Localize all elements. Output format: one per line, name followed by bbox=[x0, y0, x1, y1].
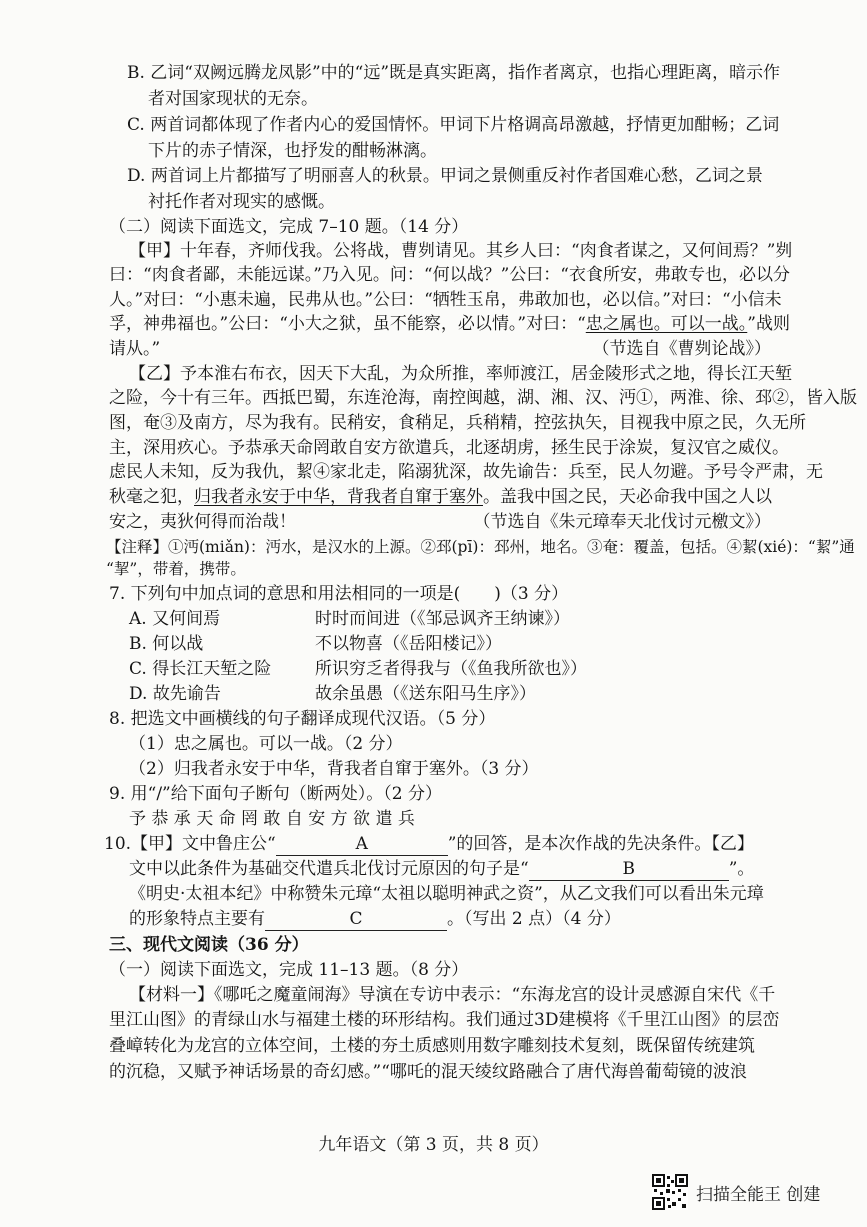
material-1-line3: 叠嶂转化为龙宫的立体空间，土楼的夯土质感则用数字雕刻技术复刻，既保留传统建筑 bbox=[109, 1036, 755, 1056]
q7-option-d: D. 故先谕告 bbox=[129, 684, 221, 704]
passage-yi-line6 bbox=[109, 486, 772, 508]
option-d-line2: 衬托作者对现实的感慨。 bbox=[148, 192, 335, 212]
qr-code-icon bbox=[652, 1174, 688, 1210]
passage-yi-line7: 安之，夷狄何得而治哉！ bbox=[109, 512, 296, 532]
passage-yi-line4: 主，深用疚心。予恭承天命罔敢自安方欲遣兵，北逐胡虏，拯生民于涂炭，复汉官之威仪。 bbox=[109, 438, 789, 458]
q7-option-a-compare: 时时而间进（《邹忌讽齐王纳谏》） bbox=[315, 609, 570, 629]
q10-blank-b[interactable]: B bbox=[529, 858, 729, 881]
yi-underlined-sentence: 归我者永安于中华，背我者自窜于塞外 bbox=[194, 487, 483, 507]
option-d-line1: D. 两首词上片都描写了明丽喜人的秋景。甲词之景侧重反衬作者国难心愁，乙词之景 bbox=[127, 166, 763, 186]
q10-blank-a[interactable]: A bbox=[276, 833, 448, 856]
passage-yi-source: （节选自《朱元璋奉天北伐讨元檄文》） bbox=[473, 512, 771, 532]
q7-option-d-compare: 故余虽愚（《送东阳马生序》） bbox=[315, 684, 536, 704]
q7-option-c: C. 得长江天堑之险 bbox=[129, 659, 272, 679]
q7-option-a: A. 又何间焉 bbox=[129, 609, 221, 629]
question-7-stem: 7. 下列句中加点词的意思和用法相同的一项是( )（3 分） bbox=[109, 584, 569, 604]
scanner-watermark bbox=[652, 1172, 857, 1212]
option-b-line2: 者对国家现状的无奈。 bbox=[148, 89, 318, 109]
q10-text-2a: 文中以此条件为基础交代遣兵北伐讨元原因的句子是“ bbox=[129, 859, 529, 879]
option-b-line1: B. 乙词“双阙远腾龙凤影”中的“远”既是真实距离，指作者离京，也指心理距离，暗示作 bbox=[127, 63, 781, 83]
q8-sentence-1: （1）忠之属也。可以一战。（2 分） bbox=[129, 734, 403, 754]
passage-jia-line2: 曰：“肉食者鄙，未能远谋。”乃入见。问：“何以战？”公曰：“衣食所安，弗敢专也，必以分 bbox=[109, 265, 790, 285]
q9-sentence: 予 恭 承 天 命 罔 敢 自 安 方 欲 遣 兵 bbox=[129, 809, 415, 829]
q10-blank-c[interactable]: C bbox=[265, 908, 447, 931]
notes-line2: “挈”，带着，携带。 bbox=[106, 560, 246, 578]
passage-jia-line5: 请从。” bbox=[109, 339, 161, 359]
question-9-stem: 9. 用“/”给下面句子断句（断两处）。（2 分） bbox=[109, 784, 442, 804]
material-1-line2: 里江山图》的青绿山水与福建土楼的环形结构。我们通过3D建模将《千里江山图》的层峦 bbox=[109, 1010, 780, 1030]
q7-option-c-compare: 所识穷乏者得我与（《鱼我所欲也》） bbox=[315, 659, 587, 679]
scanner-label: 扫描全能王 创建 bbox=[696, 1184, 821, 1205]
q7-option-b: B. 何以战 bbox=[129, 634, 204, 654]
jia-underlined-sentence: 忠之属也。可以一战。 bbox=[585, 314, 748, 334]
notes-line1: 【注释】①沔(miǎn)：沔水，是汉水的上源。②邳(pī)：邳州，地名。③奄：覆盖，包括。④絜(xié)：“絜”通 bbox=[106, 538, 855, 556]
jia-line4-text-b: ”战则 bbox=[747, 314, 790, 334]
subsection-1-heading: （一）阅读下面选文，完成 11–13 题。（8 分） bbox=[109, 960, 469, 980]
material-1-line1: 【材料一】《哪吒之魔童闹海》导演在专访中表示：“东海龙宫的设计灵感源自宋代《千 bbox=[129, 985, 776, 1005]
passage-yi-line1: 【乙】予本淮右布衣，因天下大乱，为众所推，率师渡江，居金陵形式之地，得长江天堑 bbox=[129, 364, 792, 384]
jia-line4-text-a: 孚，神弗福也。”公曰：“小大之狱，虽不能察，必以情。”对曰：“ bbox=[109, 314, 586, 334]
q10-text-1a: 10.【甲】文中鲁庄公“ bbox=[104, 834, 276, 854]
option-c-line1: C. 两首词都体现了作者内心的爱国情怀。甲词下片格调高昂激越，抒情更加酣畅；乙词 bbox=[127, 115, 780, 135]
q10-text-2b: ”。 bbox=[728, 859, 755, 879]
question-10-line1 bbox=[104, 833, 754, 856]
material-1-line4: 的沉稳，又赋予神话场景的奇幻感。”“哪吒的混天绫纹路融合了唐代海兽葡萄镜的波浪 bbox=[109, 1062, 747, 1082]
passage-jia-line1: 【甲】十年春，齐师伐我。公将战，曹刿请见。其乡人曰：“肉食者谋之，又何间焉？”刿 bbox=[129, 241, 793, 261]
q7-option-b-compare: 不以物喜（《岳阳楼记》） bbox=[315, 634, 502, 654]
question-8-stem: 8. 把选文中画横线的句子翻译成现代汉语。（5 分） bbox=[109, 709, 496, 729]
q10-text-4a: 的形象特点主要有 bbox=[129, 909, 265, 929]
passage-jia-line3: 人。”对曰：“小惠未遍，民弗从也。”公曰：“牺牲玉帛，弗敢加也，必以信。”对曰：“小信未 bbox=[109, 290, 782, 310]
page-footer: 九年语文（第 3 页，共 8 页） bbox=[318, 1135, 549, 1155]
passage-yi-line5: 虑民人未知，反为我仇，絜④家北走，陷溺犹深，故先谕告：兵至，民人勿避。予号令严肃，无 bbox=[109, 462, 823, 482]
section-3-heading: 三、现代文阅读（36 分） bbox=[109, 935, 309, 955]
passage-yi-line3: 图，奄③及南方，尽为我有。民稍安，食稍足，兵稍精，控弦执矢，目视我中原之民，久无所 bbox=[109, 413, 806, 433]
yi-line6-text-b: 。盖我中国之民，天必命我中国之人以 bbox=[483, 487, 772, 507]
q8-sentence-2: （2）归我者永安于中华，背我者自窜于塞外。（3 分） bbox=[129, 759, 539, 779]
q10-text-1b: ”的回答，是本次作战的先决条件。【乙】 bbox=[447, 834, 754, 854]
section-2-heading: （二）阅读下面选文，完成 7–10 题。（14 分） bbox=[109, 217, 469, 237]
q10-text-4b: 。（写出 2 点）（4 分） bbox=[447, 909, 621, 929]
passage-yi-line2: 之险，今十有三年。西抵巴蜀，东连沧海，南控闽越，湖、湘、汉、沔①，两淮、徐、邳②，皆入版 bbox=[109, 388, 857, 408]
passage-jia-line4 bbox=[109, 313, 790, 335]
passage-jia-source: （节选自《曹刿论战》） bbox=[592, 339, 771, 359]
question-10-line2 bbox=[129, 858, 754, 881]
option-c-line2: 下片的赤子情深，也抒发的酣畅淋漓。 bbox=[148, 141, 437, 161]
yi-line6-text-a: 秋毫之犯， bbox=[109, 487, 194, 507]
question-10-line3: 《明史·太祖本纪》中称赞朱元璋“太祖以聪明神武之资”，从乙文我们可以看出朱元璋 bbox=[129, 884, 764, 904]
question-10-line4 bbox=[129, 908, 621, 931]
